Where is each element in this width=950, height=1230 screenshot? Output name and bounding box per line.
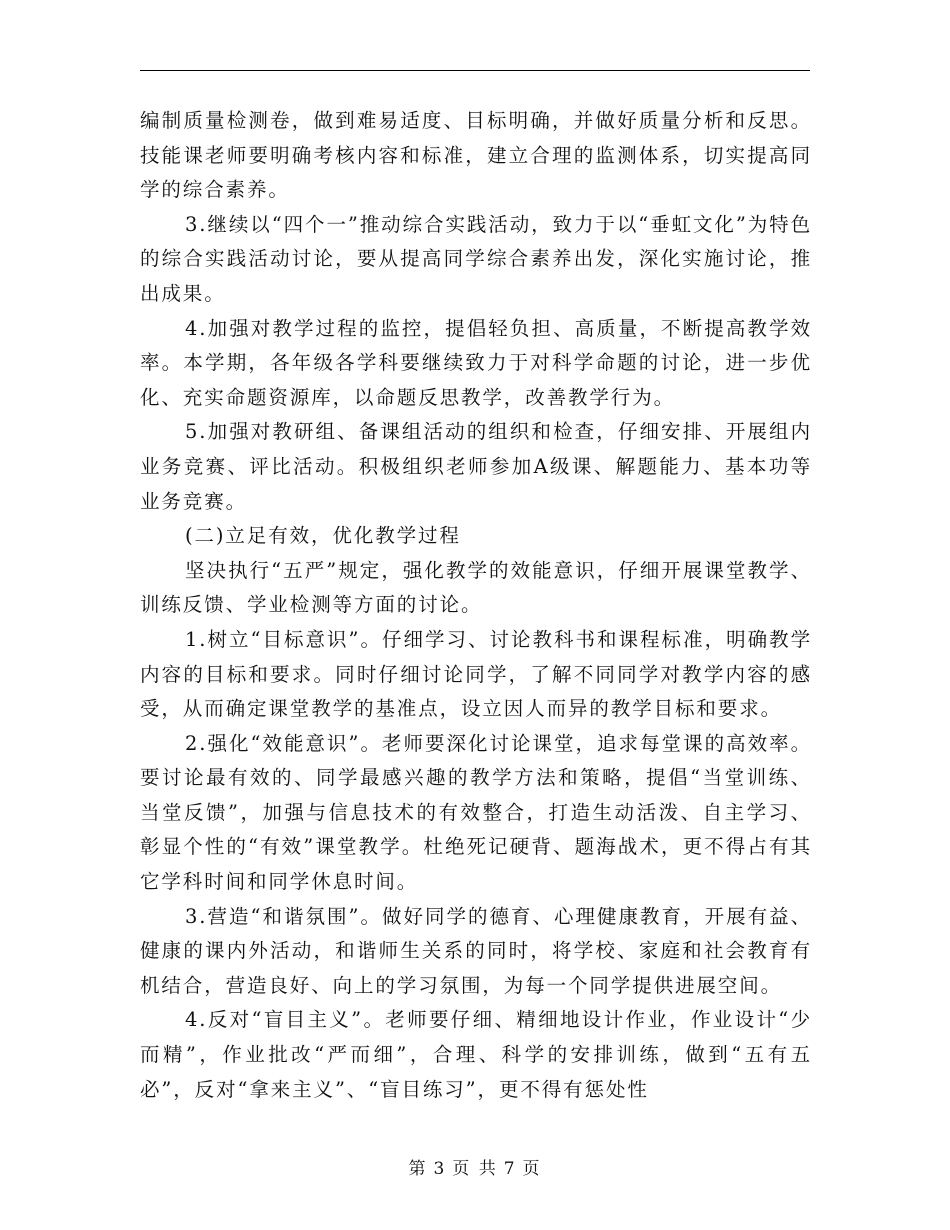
- paragraph-intro: 坚决执行“五严”规定，强化教学的效能意识，仔细开展课堂教学、训练反馈、学业检测等方面的讨论。: [140, 558, 812, 617]
- paragraph-continuation: 编制质量检测卷，做到难易适度、目标明确，并做好质量分析和反思。技能课老师要明确考核内容和标准，建立合理的监测体系，切实提高同学的综合素养。: [140, 109, 812, 202]
- footer-prefix: 第: [408, 1159, 428, 1179]
- footer-middle: 页 共: [452, 1159, 498, 1179]
- paragraph-item-3: 3.继续以“四个一”推动综合实践活动，致力于以“垂虹文化”为特色的综合实践活动讨论，要从提高同学综合素养出发，深化实施讨论，推出成果。: [140, 212, 812, 305]
- document-body: [140, 104, 812, 1107]
- page-footer: [0, 1154, 950, 1179]
- header-rule: [140, 70, 810, 71]
- paragraph-item-5: 5.加强对教研组、备课组活动的组织和检查，仔细安排、开展组内业务竞赛、评比活动。积极组织老师参加A级课、解题能力、基本功等业务竞赛。: [140, 420, 812, 513]
- paragraph-item-4: 4.加强对教学过程的监控，提倡轻负担、高质量，不断提高教学效率。本学期，各年级各学科要继续致力于对科学命题的讨论，进一步优化、充实命题资源库，以命题反思教学，改善教学行为。: [140, 316, 812, 409]
- paragraph-efficiency-awareness: 2.强化“效能意识”。老师要深化讨论课堂，追求每堂课的高效率。要讨论最有效的、同学最感兴趣的教学方法和策略，提倡“当堂训练、当堂反馈”，加强与信息技术的有效整合，打造生动活泼、自主学习、彰显个性的“有效”课堂教学。杜绝死记硬背、题海战术，更不得占有其它学科时间和同学休息时间。: [140, 731, 812, 894]
- footer-total-pages: 7: [503, 1159, 517, 1179]
- paragraph-harmony: 3.营造“和谐氛围”。做好同学的德育、心理健康教育，开展有益、健康的课内外活动，和谐师生关系的同时，将学校、家庭和社会教育有机结合，营造良好、向上的学习氛围，为每一个同学提供进展空间。: [140, 904, 812, 997]
- footer-current-page: 3: [433, 1159, 447, 1179]
- section-heading: (二)立足有效，优化教学过程: [185, 524, 461, 548]
- footer-suffix: 页: [522, 1159, 542, 1179]
- paragraph-against-blindness: 4.反对“盲目主义”。老师要仔细、精细地设计作业，作业设计“少而精”，作业批改“严而细”，合理、科学的安排训练，做到“五有五必”，反对“拿来主义”、“盲目练习”，更不得有惩处性: [140, 1008, 812, 1101]
- paragraph-goal-awareness: 1.树立“目标意识”。仔细学习、讨论教科书和课程标准，明确教学内容的目标和要求。同时仔细讨论同学，了解不同同学对教学内容的感受，从而确定课堂教学的基准点，设立因人而异的教学目标和要求。: [140, 627, 812, 721]
